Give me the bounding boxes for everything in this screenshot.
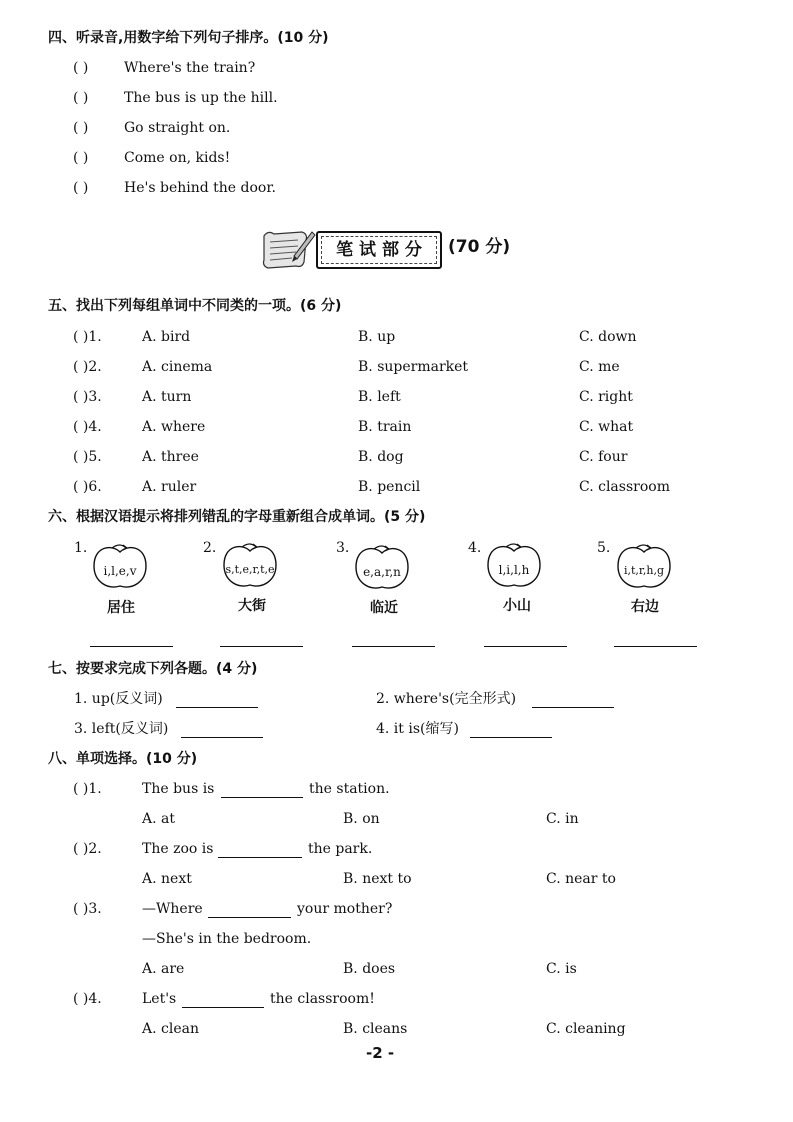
- s7-item-4: 4. it is(缩写): [376, 721, 459, 737]
- scrambled-letters: s,t,e,r,t,e: [225, 563, 275, 576]
- option-b: B. cleans: [343, 1021, 408, 1037]
- option-b: B. on: [343, 811, 380, 827]
- option-a: A. are: [142, 961, 185, 977]
- s5-option-b: B. train: [358, 419, 412, 435]
- page-number: -2 -: [366, 1044, 395, 1062]
- s5-option-b: B. supermarket: [358, 359, 469, 375]
- option-a: A. clean: [142, 1021, 199, 1037]
- question-text: the park.: [308, 841, 373, 857]
- s5-option-b: B. up: [358, 329, 396, 345]
- section8-title: 八、单项选择。(10 分): [48, 751, 198, 767]
- s5-option-b: B. pencil: [358, 479, 421, 495]
- question-text: the classroom!: [270, 991, 375, 1007]
- apple-card-3: [352, 543, 412, 593]
- section7-title: 七、按要求完成下列各题。(4 分): [48, 661, 258, 677]
- s5-paren-3[interactable]: ( )3.: [73, 389, 102, 405]
- s4-paren-3[interactable]: ( ): [73, 120, 89, 136]
- s7-item-2: 2. where's(完全形式): [376, 691, 517, 707]
- answer-blank[interactable]: [90, 646, 173, 647]
- answer-blank[interactable]: [176, 707, 258, 708]
- s4-paren-2[interactable]: ( ): [73, 90, 89, 106]
- option-c: C. in: [546, 811, 579, 827]
- s7-item-3: 3. left(反义词): [74, 721, 169, 737]
- s5-paren-1[interactable]: ( )1.: [73, 329, 102, 345]
- s5-paren-2[interactable]: ( )2.: [73, 359, 102, 375]
- question-text: The zoo is: [142, 841, 214, 857]
- s5-option-a: A. turn: [142, 389, 192, 405]
- scrambled-letters: l,i,l,h: [498, 563, 530, 577]
- chinese-hint: 大街: [238, 598, 266, 614]
- s5-paren-4[interactable]: ( )4.: [73, 419, 102, 435]
- s5-option-c: C. classroom: [579, 479, 670, 495]
- section6-title: 六、根据汉语提示将排列错乱的字母重新组合成单词。(5 分): [48, 509, 426, 525]
- section4-title: 四、听录音,用数字给下列句子排序。(10 分): [48, 30, 329, 46]
- answer-blank[interactable]: [182, 1007, 264, 1008]
- scroll-pen-icon: [258, 226, 316, 272]
- s5-option-c: C. down: [579, 329, 637, 345]
- s8-paren-1[interactable]: ( )1.: [73, 781, 102, 797]
- answer-blank[interactable]: [221, 797, 303, 798]
- s5-option-a: A. three: [142, 449, 199, 465]
- s6-number-4: 4.: [468, 540, 482, 556]
- s5-option-c: C. four: [579, 449, 628, 465]
- answer-blank[interactable]: [484, 646, 567, 647]
- apple-card-5: [614, 542, 674, 592]
- s5-option-a: A. ruler: [142, 479, 197, 495]
- answer-blank[interactable]: [218, 857, 302, 858]
- s5-option-b: B. left: [358, 389, 401, 405]
- s8-paren-4[interactable]: ( )4.: [73, 991, 102, 1007]
- written-test-banner: [316, 231, 442, 269]
- s5-paren-5[interactable]: ( )5.: [73, 449, 102, 465]
- s4-sentence-3: Go straight on.: [124, 120, 231, 136]
- option-c: C. cleaning: [546, 1021, 626, 1037]
- s4-sentence-4: Come on, kids!: [124, 150, 231, 166]
- answer-blank[interactable]: [352, 646, 435, 647]
- scrambled-letters: i,t,r,h,g: [623, 564, 665, 577]
- s6-number-3: 3.: [336, 540, 350, 556]
- scrambled-letters: e,a,r,n: [363, 565, 401, 579]
- s6-number-2: 2.: [203, 540, 217, 556]
- s4-paren-4[interactable]: ( ): [73, 150, 89, 166]
- option-a: A. next: [142, 871, 192, 887]
- s8-paren-3[interactable]: ( )3.: [73, 901, 102, 917]
- s5-option-b: B. dog: [358, 449, 404, 465]
- s5-option-c: C. what: [579, 419, 634, 435]
- chinese-hint: 右边: [631, 599, 659, 615]
- banner-score: (70 分): [448, 237, 511, 257]
- question-text: the station.: [309, 781, 390, 797]
- answer-blank[interactable]: [470, 737, 552, 738]
- question-text: —Where: [142, 901, 203, 917]
- question-text: your mother?: [297, 901, 393, 917]
- s4-sentence-1: Where's the train?: [124, 60, 256, 76]
- s5-option-a: A. where: [142, 419, 206, 435]
- s5-paren-6[interactable]: ( )6.: [73, 479, 102, 495]
- s5-option-c: C. right: [579, 389, 633, 405]
- s7-item-1: 1. up(反义词): [74, 691, 163, 707]
- answer-blank[interactable]: [614, 646, 697, 647]
- scrambled-letters: i,l,e,v: [103, 564, 137, 578]
- s4-sentence-5: He's behind the door.: [124, 180, 276, 196]
- option-c: C. near to: [546, 871, 616, 887]
- question-text: —She's in the bedroom.: [142, 931, 312, 947]
- answer-blank[interactable]: [181, 737, 263, 738]
- s6-number-5: 5.: [597, 540, 611, 556]
- apple-card-1: [90, 542, 150, 592]
- s5-option-a: A. cinema: [142, 359, 213, 375]
- chinese-hint: 居住: [107, 600, 135, 616]
- question-text: Let's: [142, 991, 177, 1007]
- section5-title: 五、找出下列每组单词中不同类的一项。(6 分): [48, 298, 342, 314]
- s4-sentence-2: The bus is up the hill.: [124, 90, 278, 106]
- apple-card-2: [220, 541, 280, 591]
- chinese-hint: 临近: [370, 600, 398, 616]
- answer-blank[interactable]: [220, 646, 303, 647]
- answer-blank[interactable]: [208, 917, 291, 918]
- s8-paren-2[interactable]: ( )2.: [73, 841, 102, 857]
- chinese-hint: 小山: [503, 598, 531, 614]
- option-b: B. does: [343, 961, 396, 977]
- question-text: The bus is: [142, 781, 215, 797]
- option-c: C. is: [546, 961, 577, 977]
- answer-blank[interactable]: [532, 707, 614, 708]
- s6-number-1: 1.: [74, 540, 88, 556]
- s5-option-a: A. bird: [142, 329, 191, 345]
- option-a: A. at: [142, 811, 175, 827]
- option-b: B. next to: [343, 871, 412, 887]
- s5-option-c: C. me: [579, 359, 620, 375]
- banner-title: 笔 试 部 分: [336, 240, 422, 260]
- s4-paren-5[interactable]: ( ): [73, 180, 89, 196]
- s4-paren-1[interactable]: ( ): [73, 60, 89, 76]
- apple-card-4: [484, 541, 544, 591]
